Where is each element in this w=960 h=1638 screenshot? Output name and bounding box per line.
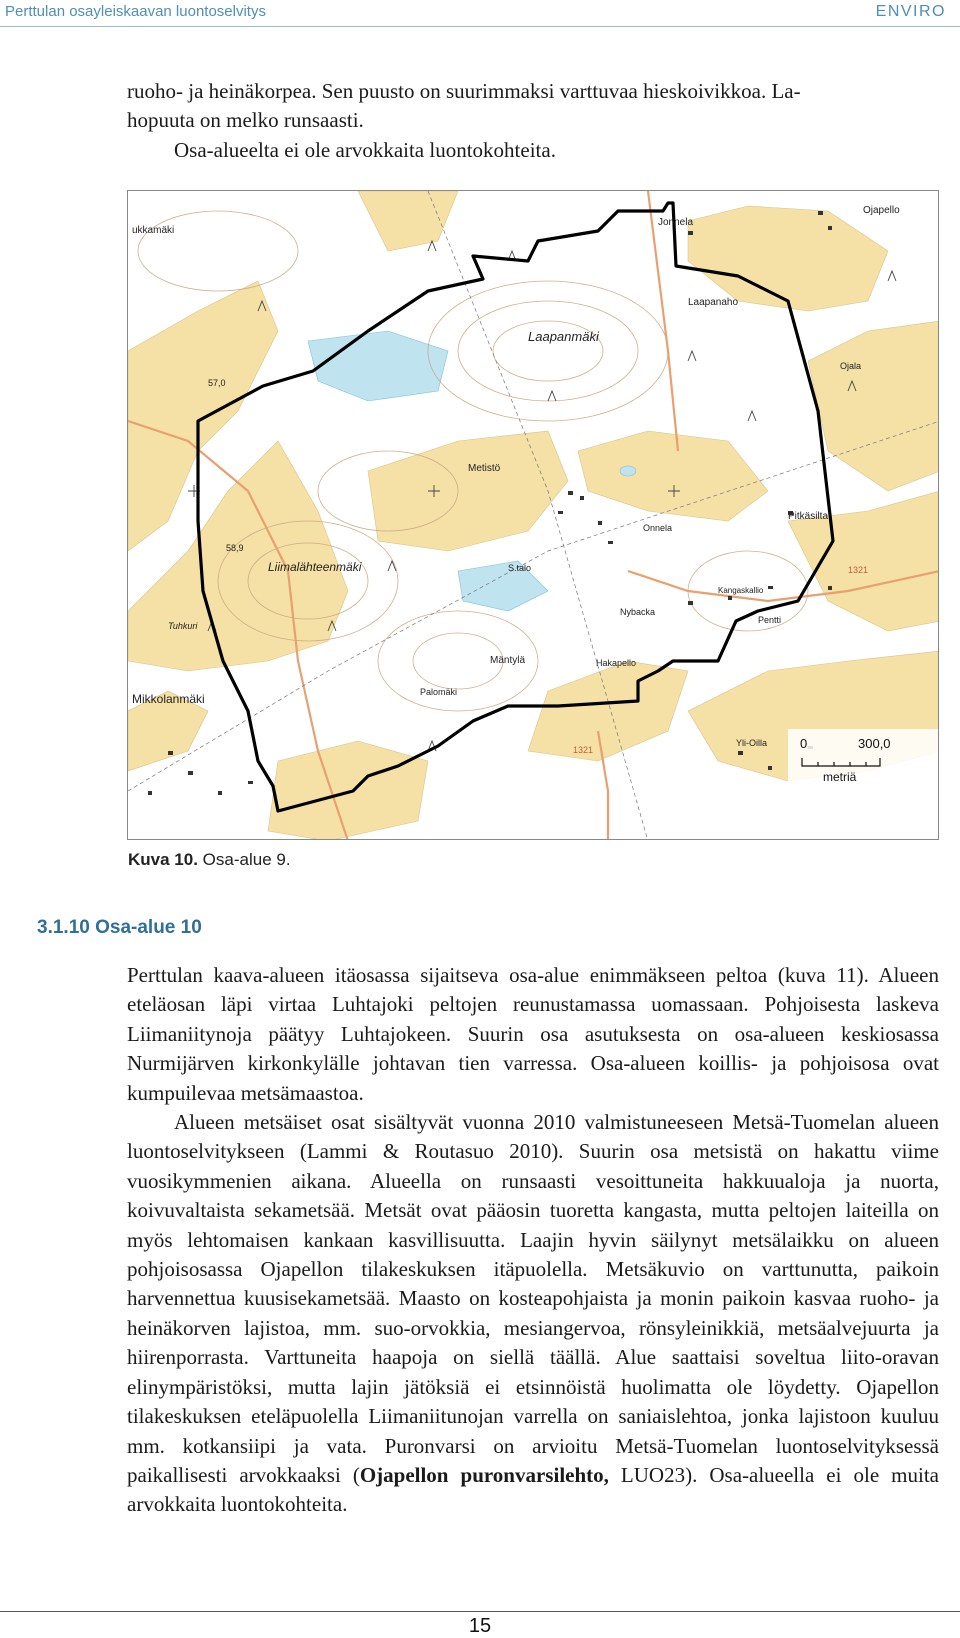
scale-bar (788, 729, 938, 839)
paragraph-2 (127, 1108, 939, 1520)
footer-divider (0, 1611, 960, 1612)
caption-label: Kuva 10. (128, 850, 198, 869)
map-label-road-1321-a: 1321 (848, 565, 869, 575)
paragraph-2-bold: Ojapellon puronvarsilehto, (359, 1462, 609, 1487)
map-label-laapanaho: Laapanaho (688, 297, 739, 308)
map-label-mikkolanmaki: Mikkolanmäki (132, 692, 205, 706)
caption-text: Osa-alue 9. (202, 850, 291, 869)
scale-bar-unit: metriä (823, 770, 857, 784)
map-label-hakapello: Hakapello (596, 658, 637, 668)
map-label-palomaki: Palomäki (420, 687, 458, 697)
map-label-onnela: Onnela (643, 523, 673, 533)
main-text (127, 961, 939, 1520)
map-label-ojapello: Ojapello (863, 205, 900, 216)
scale-bar-end: 300,0 (858, 736, 891, 751)
map-label-mantyla: Mäntylä (490, 655, 526, 666)
enviro-logo: ENVIRO (875, 3, 946, 20)
map-label-elev-58: 58,9 (226, 543, 244, 553)
paragraph-2-text: Alueen metsäiset osat sisältyvät vuonna 2010 valmistuneeseen Metsä-Tuomelan alueen luontoselvitykseen (Lammi & Routasuo 2010). Suurin osa metsistä on hakattu viime vuosikymmenien aikana. Alueella on runsaasti vesoittuneita hakkuualoja ja nuorta, koivuvaltaista sekametsää. Metsät ovat pääosin tuoretta kangasta, mutta peltojen laiteilla on myös lehtomaisen kankaan kasvillisuutta. Laajin hyvin säilynyt metsälaikku on alueen pohjoisosassa Ojapellon tilakeskuksen itäpuolella. Metsäkuvio on varttunutta, paikoin harvennettua kuusisekametsää. Maasto on kosteapohjaista ja monin paikoin kasvaa ruoho- ja heinäkorven lajistoa, mm. suo-orvokkia, mesiangervoa, rönsyleinikkiä, metsäalvejuurta ja hiirenporrasta. Varttuneita haapoja on siellä täällä. Alue saattaisi soveltua liito-oravan elinympäristöksi, mutta lajin jätöksiä ei etsinnöistä huolimatta ole löydetty. Ojapellon tilakeskuksen eteläpuolella Liimaniitunojan varrella on saniaislehtoa, jonka lajistoon kuuluu mm. kotkansiipi ja vata. Puronvarsi on arvioitu Metsä-Tuomelan luontoselvityksessä paikallisesti arvokkaaksi ( (127, 1110, 939, 1487)
map-label-stalo: S.talo (508, 563, 532, 573)
map-label-liimalahteenmaki: Liimalähteenmäki (268, 560, 362, 574)
header-title: Perttulan osayleiskaavan luontoselvitys (5, 3, 266, 20)
map-label-tuhkuri: Tuhkuri (168, 621, 198, 631)
topographic-map (128, 191, 939, 840)
map-label-elev-57: 57,0 (208, 378, 226, 388)
map-label-pentti: Pentti (758, 615, 782, 625)
paragraph-2-end: LUO23). Osa-alueella ei ole muita arvokkaita luontokohteita. (127, 1462, 939, 1517)
paragraph-1: Perttulan kaava-alueen itäosassa sijaitseva osa-alue enimmäkseen peltoa (kuva 11). Alueen eteläosan läpi virtaa Luhtajoki peltojen reunustamassa uomassaan. Pohjoisesta laskeva Liimaniitynoja päätyy Luhtajokeen. Suurin osa asutuksesta on osa-alueen keskiosassa Nurmijärven kirkonkylälle johtavan tien varressa. Osa-alueen koillis- ja pohjoisosa ovat kumpuilevaa metsämaastoa. (127, 963, 939, 1105)
map-figure (127, 190, 939, 840)
scale-bar-start: 0 (800, 736, 808, 751)
map-label-ukkamaki: ukkamäki (132, 225, 175, 236)
intro-text (127, 77, 939, 165)
intro-line-3: Osa-alueelta ei ole arvokkaita luontokohteita. (174, 137, 556, 162)
map-label-jonnela: Jonnela (658, 217, 694, 228)
intro-line-2: hopuuta on melko runsaasti. (127, 108, 364, 133)
map-label-pitkasilta: Pitkäsilta (788, 511, 829, 522)
map-label-metisto: Metistö (468, 463, 501, 474)
map-label-kangaskallio: Kangaskallio (718, 586, 764, 595)
map-label-ojala: Ojala (840, 361, 862, 371)
map-label-road-1321-b: 1321 (573, 745, 594, 755)
intro-line-1: ruoho- ja heinäkorpea. Sen puusto on suurimmaksi varttuvaa hieskoivikkoa. La- (127, 79, 801, 103)
section-heading: 3.1.10 Osa-alue 10 (37, 917, 202, 938)
page-number: 15 (468, 1615, 492, 1637)
map-label-laapanmaki: Laapanmäki (528, 329, 599, 344)
figure-caption (128, 850, 291, 870)
map-label-nybacka: Nybacka (620, 607, 656, 617)
map-label-ylioilla: Yli-Oilla (736, 738, 768, 748)
header-divider (0, 26, 960, 27)
